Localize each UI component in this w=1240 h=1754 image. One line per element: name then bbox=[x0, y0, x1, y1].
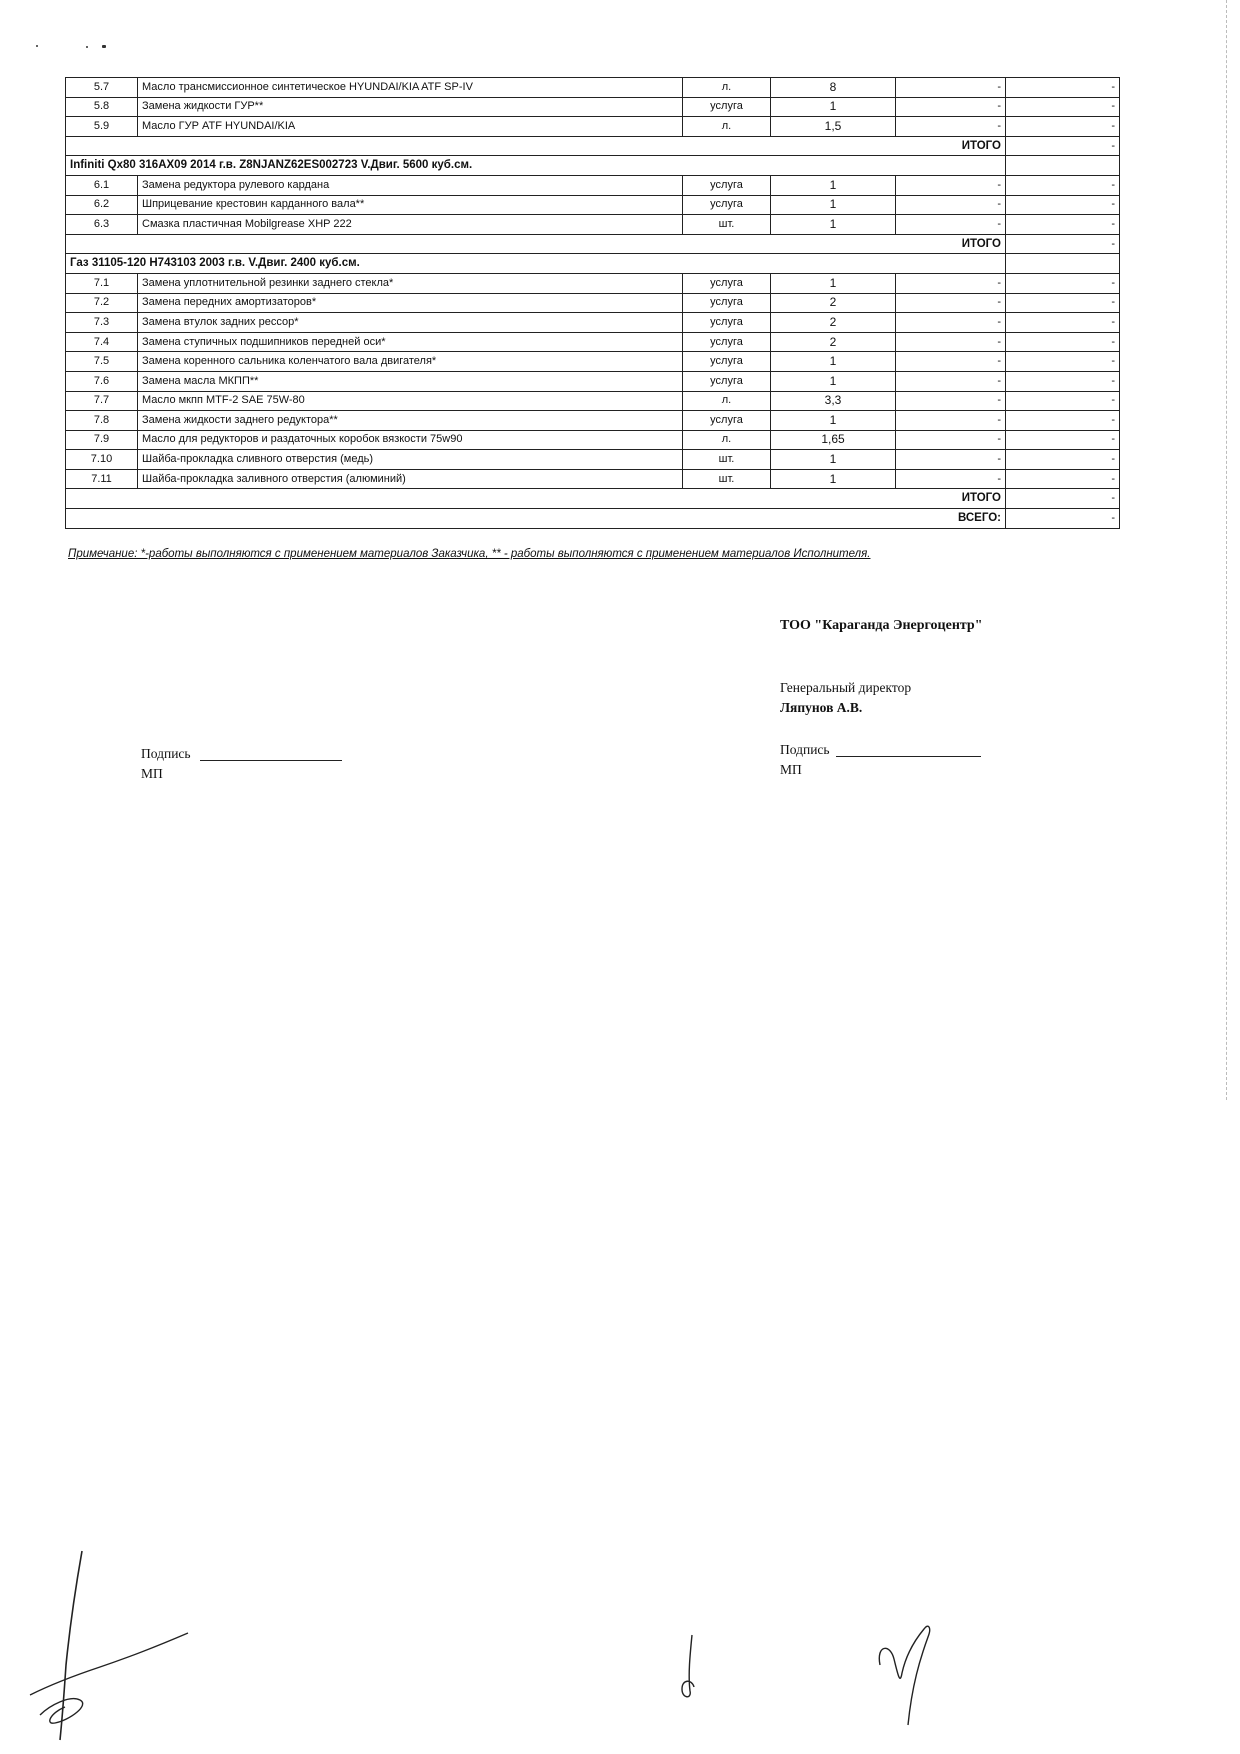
item-unit: л. bbox=[683, 78, 771, 98]
subtotal-row-label: ИТОГО bbox=[66, 136, 1006, 156]
table-row bbox=[66, 273, 1120, 293]
subtotal-row-sum: - bbox=[1006, 136, 1120, 156]
item-number: 6.3 bbox=[66, 215, 138, 235]
item-price: - bbox=[896, 411, 1006, 431]
item-name: Шприцевание крестовин карданного вала** bbox=[138, 195, 683, 215]
section-header-row bbox=[66, 156, 1120, 176]
item-quantity: 1 bbox=[771, 273, 896, 293]
item-unit: шт. bbox=[683, 215, 771, 235]
item-quantity: 1 bbox=[771, 195, 896, 215]
item-name: Замена жидкости ГУР** bbox=[138, 97, 683, 117]
grand-total-row bbox=[66, 509, 1120, 529]
contractor-director-title: Генеральный директор bbox=[780, 680, 912, 695]
customer-stamp-label: МП bbox=[141, 766, 163, 781]
item-price: - bbox=[896, 450, 1006, 470]
item-sum: - bbox=[1006, 469, 1120, 489]
item-number: 6.2 bbox=[66, 195, 138, 215]
subtotal-row bbox=[66, 489, 1120, 509]
item-name: Замена втулок задних рессор* bbox=[138, 313, 683, 333]
item-quantity: 1 bbox=[771, 352, 896, 372]
item-name: Замена коренного сальника коленчатого вала двигателя* bbox=[138, 352, 683, 372]
item-number: 7.3 bbox=[66, 313, 138, 333]
customer-signature-label: Подпись bbox=[141, 746, 191, 761]
item-sum: - bbox=[1006, 293, 1120, 313]
item-unit: л. bbox=[683, 391, 771, 411]
item-name: Смазка пластичная Mobilgrease XHP 222 bbox=[138, 215, 683, 235]
item-unit: л. bbox=[683, 117, 771, 137]
table-row bbox=[66, 175, 1120, 195]
item-quantity: 1 bbox=[771, 371, 896, 391]
item-sum: - bbox=[1006, 215, 1120, 235]
handwritten-initials bbox=[870, 1615, 940, 1735]
item-unit: услуга bbox=[683, 293, 771, 313]
item-number: 7.11 bbox=[66, 469, 138, 489]
scan-speck bbox=[102, 45, 106, 48]
item-unit: услуга bbox=[683, 273, 771, 293]
subtotal-row-sum: - bbox=[1006, 489, 1120, 509]
table-row bbox=[66, 352, 1120, 372]
item-unit: шт. bbox=[683, 469, 771, 489]
grand-total-row-sum: - bbox=[1006, 509, 1120, 529]
item-unit: л. bbox=[683, 430, 771, 450]
item-price: - bbox=[896, 78, 1006, 98]
subtotal-row bbox=[66, 136, 1120, 156]
item-unit: услуга bbox=[683, 313, 771, 333]
scan-speck bbox=[86, 46, 88, 48]
item-sum: - bbox=[1006, 411, 1120, 431]
item-unit: шт. bbox=[683, 450, 771, 470]
item-name: Замена редуктора рулевого кардана bbox=[138, 175, 683, 195]
item-name: Замена передних амортизаторов* bbox=[138, 293, 683, 313]
item-quantity: 1 bbox=[771, 469, 896, 489]
item-unit: услуга bbox=[683, 332, 771, 352]
item-name: Масло для редукторов и раздаточных коробок вязкости 75w90 bbox=[138, 430, 683, 450]
item-price: - bbox=[896, 273, 1006, 293]
item-quantity: 1 bbox=[771, 97, 896, 117]
table-row bbox=[66, 313, 1120, 333]
table-row bbox=[66, 293, 1120, 313]
item-price: - bbox=[896, 293, 1006, 313]
table-row bbox=[66, 430, 1120, 450]
item-sum: - bbox=[1006, 391, 1120, 411]
item-quantity: 2 bbox=[771, 332, 896, 352]
item-sum: - bbox=[1006, 430, 1120, 450]
item-unit: услуга bbox=[683, 352, 771, 372]
vehicle-section-header: Infiniti Qx80 316AX09 2014 г.в. Z8NJANZ62ES002723 V.Двиг. 5600 куб.см. bbox=[66, 156, 1006, 176]
item-name: Замена масла МКПП** bbox=[138, 371, 683, 391]
item-quantity: 8 bbox=[771, 78, 896, 98]
item-price: - bbox=[896, 195, 1006, 215]
table-row bbox=[66, 195, 1120, 215]
item-quantity: 2 bbox=[771, 313, 896, 333]
table-row bbox=[66, 78, 1120, 98]
handwritten-mark bbox=[670, 1625, 710, 1705]
section-header-row bbox=[66, 254, 1120, 274]
item-price: - bbox=[896, 215, 1006, 235]
item-unit: услуга bbox=[683, 97, 771, 117]
grand-total-row-label: ВСЕГО: bbox=[66, 509, 1006, 529]
item-sum: - bbox=[1006, 195, 1120, 215]
item-name: Шайба-прокладка сливного отверстия (медь) bbox=[138, 450, 683, 470]
item-unit: услуга bbox=[683, 175, 771, 195]
table-row bbox=[66, 411, 1120, 431]
customer-signature-line bbox=[200, 760, 342, 761]
item-quantity: 1 bbox=[771, 411, 896, 431]
item-name: Замена ступичных подшипников передней оси* bbox=[138, 332, 683, 352]
vehicle-section-header: Газ 31105-120 H743103 2003 г.в. V.Двиг. 2400 куб.см. bbox=[66, 254, 1006, 274]
item-price: - bbox=[896, 352, 1006, 372]
item-sum: - bbox=[1006, 273, 1120, 293]
item-quantity: 1 bbox=[771, 215, 896, 235]
item-price: - bbox=[896, 469, 1006, 489]
subtotal-row-label: ИТОГО bbox=[66, 234, 1006, 254]
item-price: - bbox=[896, 313, 1006, 333]
item-quantity: 1 bbox=[771, 175, 896, 195]
table-row bbox=[66, 469, 1120, 489]
item-price: - bbox=[896, 430, 1006, 450]
table-row bbox=[66, 391, 1120, 411]
item-sum: - bbox=[1006, 313, 1120, 333]
item-price: - bbox=[896, 175, 1006, 195]
contractor-stamp-label: МП bbox=[780, 762, 802, 777]
item-quantity: 3,3 bbox=[771, 391, 896, 411]
section-empty-cell bbox=[1006, 254, 1120, 274]
item-number: 7.1 bbox=[66, 273, 138, 293]
item-name: Масло мкпп MTF-2 SAE 75W-80 bbox=[138, 391, 683, 411]
item-number: 7.4 bbox=[66, 332, 138, 352]
item-number: 6.1 bbox=[66, 175, 138, 195]
item-sum: - bbox=[1006, 332, 1120, 352]
item-price: - bbox=[896, 97, 1006, 117]
contractor-signature-label: Подпись bbox=[780, 742, 830, 757]
subtotal-row-label: ИТОГО bbox=[66, 489, 1006, 509]
item-quantity: 2 bbox=[771, 293, 896, 313]
item-number: 7.2 bbox=[66, 293, 138, 313]
subtotal-row-sum: - bbox=[1006, 234, 1120, 254]
item-sum: - bbox=[1006, 450, 1120, 470]
item-price: - bbox=[896, 117, 1006, 137]
item-unit: услуга bbox=[683, 371, 771, 391]
item-sum: - bbox=[1006, 371, 1120, 391]
item-name: Замена жидкости заднего редуктора** bbox=[138, 411, 683, 431]
item-number: 7.7 bbox=[66, 391, 138, 411]
item-price: - bbox=[896, 391, 1006, 411]
contractor-director-name: Ляпунов А.В. bbox=[780, 700, 863, 715]
subtotal-row bbox=[66, 234, 1120, 254]
footnote: Примечание: *-работы выполняются с применением материалов Заказчика, ** - работы выполняются с применением материалов Исполнителя. bbox=[68, 548, 871, 560]
item-number: 5.8 bbox=[66, 97, 138, 117]
contractor-signature-line bbox=[836, 756, 981, 757]
item-number: 7.9 bbox=[66, 430, 138, 450]
section-empty-cell bbox=[1006, 156, 1120, 176]
item-sum: - bbox=[1006, 352, 1120, 372]
table-row bbox=[66, 97, 1120, 117]
services-table bbox=[65, 77, 1120, 529]
item-unit: услуга bbox=[683, 195, 771, 215]
item-number: 7.10 bbox=[66, 450, 138, 470]
item-sum: - bbox=[1006, 78, 1120, 98]
item-price: - bbox=[896, 371, 1006, 391]
scan-speck bbox=[36, 45, 38, 47]
item-name: Шайба-прокладка заливного отверстия (алюминий) bbox=[138, 469, 683, 489]
table-row bbox=[66, 215, 1120, 235]
table-row bbox=[66, 332, 1120, 352]
table-row bbox=[66, 117, 1120, 137]
scan-edge bbox=[1226, 0, 1228, 1100]
item-number: 7.6 bbox=[66, 371, 138, 391]
item-name: Замена уплотнительной резинки заднего стекла* bbox=[138, 273, 683, 293]
item-number: 7.8 bbox=[66, 411, 138, 431]
handwritten-signature-left bbox=[20, 1545, 200, 1745]
item-name: Масло ГУР ATF HYUNDAI/KIA bbox=[138, 117, 683, 137]
item-number: 5.9 bbox=[66, 117, 138, 137]
item-number: 5.7 bbox=[66, 78, 138, 98]
item-sum: - bbox=[1006, 117, 1120, 137]
contractor-company: ТОО "Караганда Энергоцентр" bbox=[780, 618, 983, 633]
item-sum: - bbox=[1006, 97, 1120, 117]
item-quantity: 1,5 bbox=[771, 117, 896, 137]
item-price: - bbox=[896, 332, 1006, 352]
item-name: Масло трансмиссионное синтетическое HYUNDAI/KIA ATF SP-IV bbox=[138, 78, 683, 98]
item-quantity: 1 bbox=[771, 450, 896, 470]
item-sum: - bbox=[1006, 175, 1120, 195]
item-number: 7.5 bbox=[66, 352, 138, 372]
table-row bbox=[66, 450, 1120, 470]
table-row bbox=[66, 371, 1120, 391]
item-quantity: 1,65 bbox=[771, 430, 896, 450]
item-unit: услуга bbox=[683, 411, 771, 431]
